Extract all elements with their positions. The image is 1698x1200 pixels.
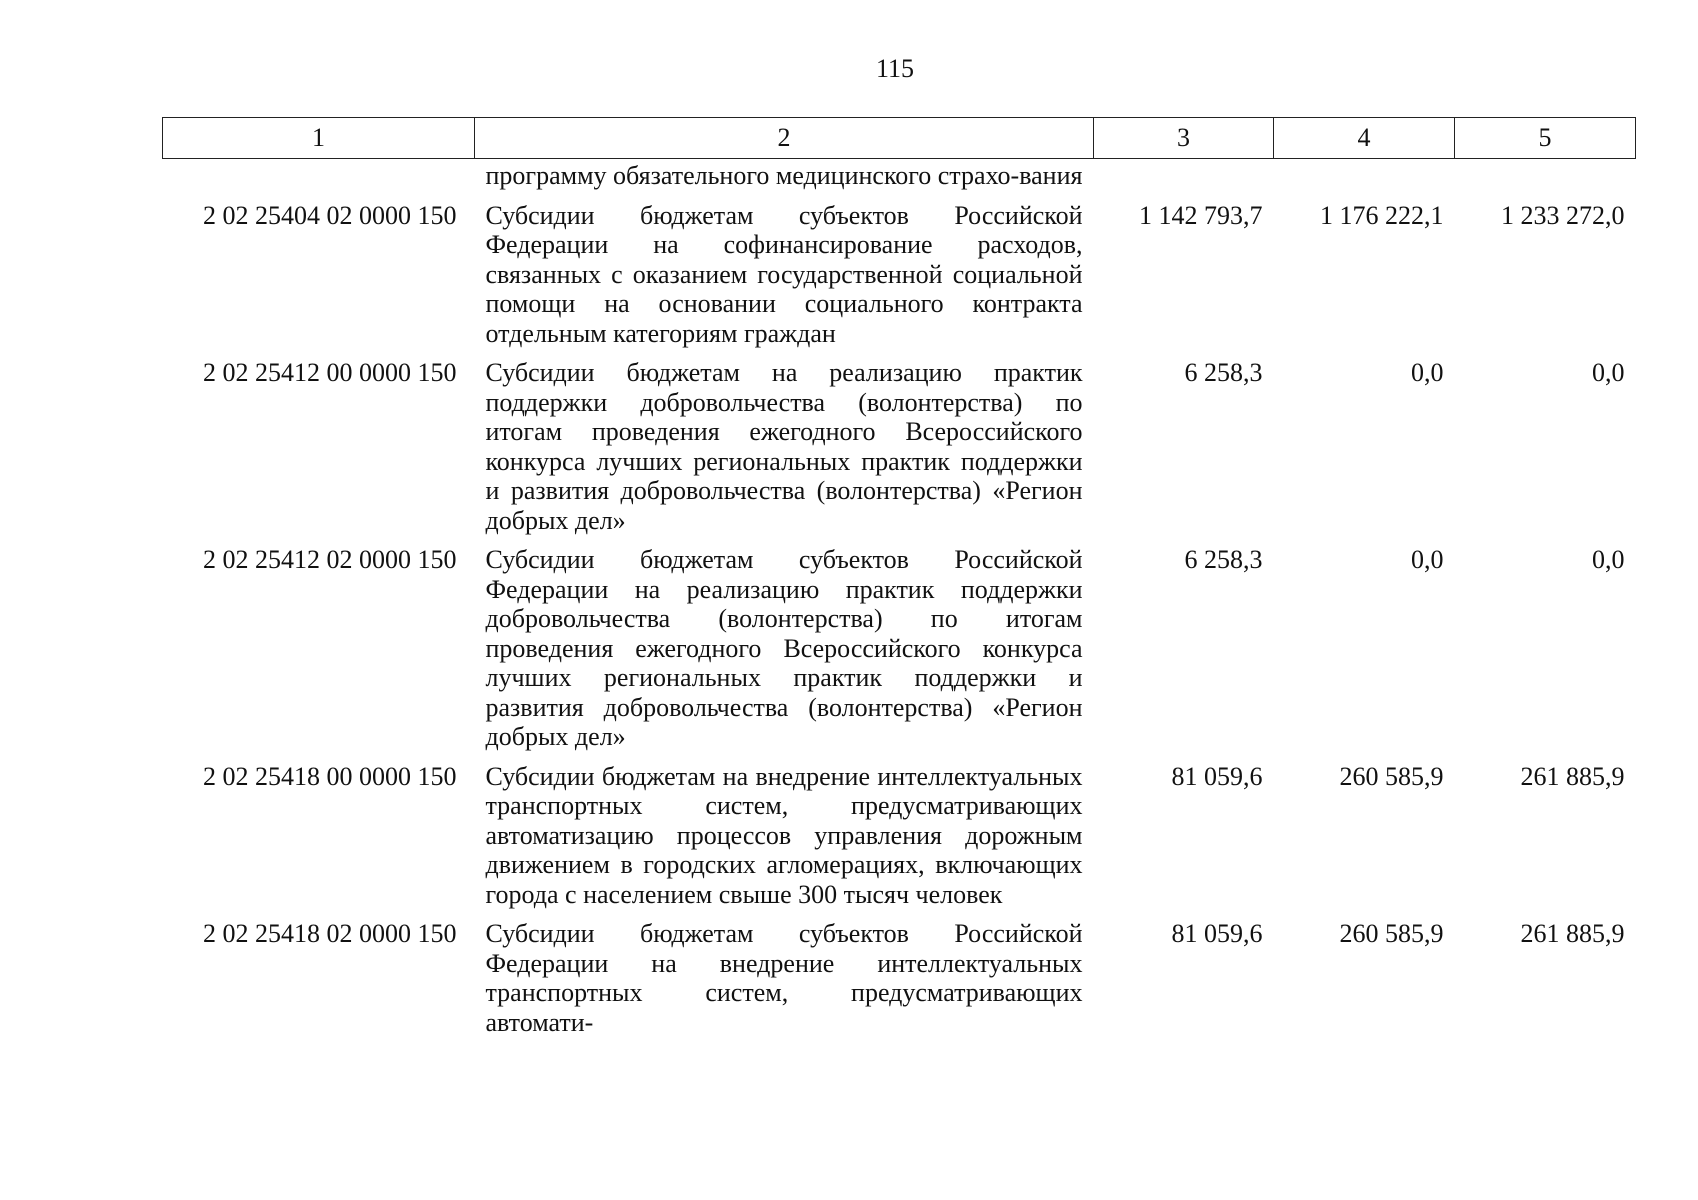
- row-value-col3: 81 059,6: [1171, 761, 1263, 791]
- row-value-col4: 0,0: [1411, 358, 1444, 387]
- row-value-col4: 260 585,9: [1339, 919, 1444, 948]
- row-description: Субсидии бюджетам на реализацию практик поддержки добровольчества (волонтерства) по итогам проведения ежегодного Всероссийского конкурса лучших региональных практик поддержки и развития добровольчества (волонтерства) «Регион добрых дел»: [485, 358, 1083, 535]
- row-value-col5: 261 885,9: [1520, 761, 1625, 791]
- row-code: 2 02 25418 00 0000 150: [203, 761, 457, 791]
- continuation-row: [163, 159, 1636, 191]
- row-value-col3: 1 142 793,7: [1139, 200, 1263, 230]
- row-value-col3: 81 059,6: [1171, 919, 1263, 948]
- header-col-5: 5: [1455, 118, 1636, 159]
- row-value-col5: 0,0: [1592, 358, 1625, 387]
- row-description: Субсидии бюджетам субъектов Российской Федерации на внедрение интеллектуальных транспортных систем, предусматривающих автомати-: [485, 919, 1083, 1037]
- row-value-col4: 260 585,9: [1339, 761, 1444, 791]
- row-value-col4: 1 176 222,1: [1320, 200, 1444, 230]
- row-description: Субсидии бюджетам субъектов Российской Федерации на софинансирование расходов, связанных с оказанием государственной социальной помощи на основании социального контракта отдельным категориям граждан: [485, 200, 1083, 348]
- row-value-col3: 6 258,3: [1184, 358, 1263, 387]
- header-col-3: 3: [1094, 118, 1274, 159]
- table-row: [163, 909, 1636, 1037]
- row-code: 2 02 25404 02 0000 150: [203, 200, 457, 230]
- row-value-col5: 0,0: [1592, 545, 1625, 574]
- page-number: 115: [875, 54, 915, 83]
- table-row: [163, 752, 1636, 910]
- budget-table: [162, 117, 1636, 1037]
- header-col-4: 4: [1274, 118, 1455, 159]
- table-row: [163, 348, 1636, 535]
- row-code: 2 02 25418 02 0000 150: [203, 919, 457, 948]
- table-row: [163, 191, 1636, 349]
- header-col-2: 2: [475, 118, 1094, 159]
- continuation-description: программу обязательного медицинского страхо-вания: [485, 161, 1083, 190]
- row-description: Субсидии бюджетам на внедрение интеллектуальных транспортных систем, предусматривающих автоматизацию процессов управления дорожным движением в городских агломерациях, включающих города с населением свыше 300 тысяч человек: [485, 761, 1083, 909]
- table-body: [163, 159, 1636, 1038]
- row-description: Субсидии бюджетам субъектов Российской Федерации на реализацию практик поддержки добровольчества (волонтерства) по итогам проведения ежегодного Всероссийского конкурса лучших региональных практик поддержки и развития добровольчества (волонтерства) «Регион добрых дел»: [485, 545, 1083, 751]
- row-value-col5: 1 233 272,0: [1501, 200, 1625, 230]
- row-value-col3: 6 258,3: [1184, 545, 1263, 574]
- row-code: 2 02 25412 02 0000 150: [203, 545, 457, 574]
- continuation-code: [163, 159, 475, 191]
- row-code: 2 02 25412 00 0000 150: [203, 358, 457, 387]
- row-value-col5: 261 885,9: [1520, 919, 1625, 948]
- header-row: [163, 118, 1636, 159]
- header-col-1: 1: [163, 118, 475, 159]
- table-header: [163, 118, 1636, 159]
- table-row: [163, 535, 1636, 752]
- row-value-col4: 0,0: [1411, 545, 1444, 574]
